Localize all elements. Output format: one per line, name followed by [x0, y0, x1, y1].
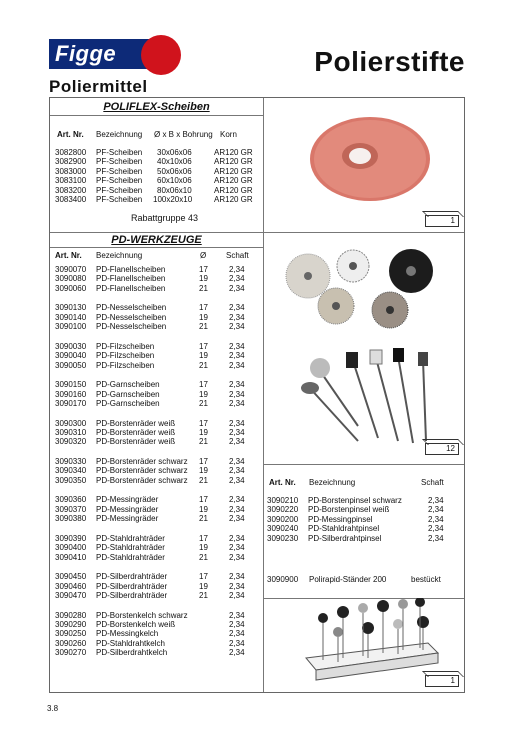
werkzeuge-cell-schaft: 2,34 — [229, 504, 245, 514]
werkzeuge-cell-artnr: 3090170 — [55, 399, 87, 408]
werkzeuge-cell-bez: PD-Silberdrahtkelch — [96, 648, 168, 658]
werkzeuge-cell-schaft: 2,34 — [229, 495, 245, 505]
werkzeuge-cell-schaft: 2,34 — [229, 457, 245, 466]
werkzeuge-cell-dia: 19 — [199, 389, 208, 399]
werkzeuge-cell-schaft: 2,34 — [229, 418, 245, 428]
werkzeuge-cell-artnr: 3090140 — [55, 312, 87, 322]
werkzeuge-cell-schaft: 2,34 — [229, 351, 245, 361]
werkzeuge-cell-bez: PD-Stahldrahträder — [96, 533, 165, 543]
werkzeuge-cell-artnr: 3090330 — [55, 457, 87, 466]
page-number: 3.8 — [47, 704, 59, 713]
werkzeuge-cell-bez: PD-Messingkelch — [96, 629, 159, 639]
werkzeuge-cell-dia: 17 — [199, 303, 208, 313]
pack-box-stand: 1 — [425, 675, 459, 687]
werkzeuge-cell-schaft: 2,34 — [229, 360, 245, 370]
werkzeuge-cell-bez: PD-Flanellscheiben — [96, 274, 166, 284]
werkzeuge-cell-dia: 21 — [199, 399, 208, 408]
pack-box-werkzeuge: 12 — [425, 443, 459, 455]
divider — [50, 232, 464, 233]
werkzeuge-cell-dia: 17 — [199, 572, 208, 582]
werkzeuge-cell-artnr: 3090100 — [55, 322, 87, 332]
werkzeuge-cell-schaft: 2,34 — [229, 552, 245, 562]
pinsel-header-schaft: Schaft — [421, 478, 444, 487]
poliflex-korn-col: AR120 GR AR120 GR AR120 GR AR120 GR AR120 GR AR120 GR — [214, 148, 253, 204]
stand-name: Polirapid-Ständer 200 — [309, 575, 387, 584]
werkzeuge-cell-schaft: 2,34 — [229, 629, 245, 639]
werkzeuge-cell-bez: PD-Borstenräder schwarz — [96, 466, 188, 476]
werkzeuge-cell-artnr: 3090050 — [55, 360, 87, 370]
wheels-image — [278, 246, 448, 356]
werkzeuge-cell-dia: 17 — [199, 265, 208, 274]
werkzeuge-cell-schaft: 2,34 — [229, 610, 245, 620]
werkzeuge-cell-bez: PD-Filzscheiben — [96, 360, 155, 370]
werkzeuge-cell-artnr: 3090260 — [55, 638, 87, 648]
werkzeuge-cell-artnr: 3090350 — [55, 475, 87, 485]
werkzeuge-cell-schaft: 2,34 — [229, 514, 245, 524]
brand-subtitle: Poliermittel — [49, 77, 148, 96]
werkzeuge-cell-bez: PD-Borstenkelch schwarz — [96, 610, 188, 620]
werkzeuge-cell-artnr: 3090030 — [55, 341, 87, 351]
poliflex-bez-col: PF-Scheiben PF-Scheiben PF-Scheiben PF-Scheiben PF-Scheiben PF-Scheiben — [96, 148, 143, 204]
werkzeuge-cell-artnr: 3090070 — [55, 265, 87, 274]
werkzeuge-cell-bez: PD-Garnscheiben — [96, 389, 160, 399]
werkzeuge-cell-bez: PD-Nesselscheiben — [96, 322, 167, 332]
page-title: Polierstifte — [314, 46, 465, 77]
werkzeuge-cell-artnr: 3090470 — [55, 591, 87, 600]
werkzeuge-cell-artnr: 3090410 — [55, 552, 87, 562]
werkzeuge-cell-bez: PD-Stahldrahtkelch — [96, 638, 165, 648]
werkzeuge-cell-dia: 21 — [199, 283, 208, 293]
werkzeuge-cell-bez: PD-Stahldrahträder — [96, 543, 165, 553]
figge-logo — [49, 33, 169, 77]
werkzeuge-cell-bez: PD-Filzscheiben — [96, 351, 155, 361]
werkzeuge-cell-schaft: 2,34 — [229, 283, 245, 293]
werkzeuge-cell-artnr: 3090280 — [55, 610, 87, 620]
werkzeuge-cell-artnr: 3090060 — [55, 283, 87, 293]
werkzeuge-cell-schaft: 2,34 — [229, 466, 245, 476]
werkzeuge-cell-schaft: 2,34 — [229, 620, 245, 629]
werkzeuge-cell-artnr: 3090390 — [55, 533, 87, 543]
werkzeuge-cell-dia: 21 — [199, 475, 208, 485]
werkzeuge-cell-bez: PD-Messingräder — [96, 504, 159, 514]
werkzeuge-cell-bez: PD-Silberdrahträder — [96, 572, 168, 582]
werkzeuge-title: PD-WERKZEUGE — [111, 234, 202, 246]
werkzeuge-cell-artnr: 3090300 — [55, 418, 87, 428]
werkzeuge-cell-schaft: 2,34 — [229, 533, 245, 543]
werkzeuge-cell-dia: 19 — [199, 466, 208, 476]
divider — [50, 115, 263, 116]
werkzeuge-cell-schaft: 2,34 — [229, 380, 245, 390]
werkzeuge-cell-artnr: 3090380 — [55, 514, 87, 524]
werkzeuge-cell-dia: 19 — [199, 428, 208, 437]
werkzeuge-cell-schaft: 2,34 — [229, 428, 245, 437]
werkzeuge-cell-schaft: 2,34 — [229, 274, 245, 284]
werkzeuge-cell-bez: PD-Flanellscheiben — [96, 265, 166, 274]
poliflex-header-artnr: Art. Nr. — [57, 130, 84, 139]
werkzeuge-cell-bez: PD-Silberdrahträder — [96, 591, 168, 600]
werkzeuge-cell-schaft: 2,34 — [229, 543, 245, 553]
werkzeuge-cell-schaft: 2,34 — [229, 265, 245, 274]
werkzeuge-cell-dia: 21 — [199, 591, 208, 600]
pinsel-artnr-col: 3090210 3090220 3090200 3090240 3090230 — [267, 496, 299, 543]
werkzeuge-cell-artnr: 3090270 — [55, 648, 87, 658]
werkzeuge-cell-artnr: 3090460 — [55, 581, 87, 591]
werkzeuge-cell-dia: 21 — [199, 514, 208, 524]
werkzeuge-cell-bez: PD-Borstenräder schwarz — [96, 475, 188, 485]
werkzeuge-cell-schaft: 2,34 — [229, 648, 245, 658]
stand-status: bestückt — [411, 575, 441, 584]
poliflex-dim-col: 30x06x06 40x10x06 50x06x06 60x10x06 80x06x10 100x20x10 — [153, 148, 193, 204]
werkzeuge-cell-bez: PD-Nesselscheiben — [96, 312, 167, 322]
poliflex-header-bez: Bezeichnung — [96, 130, 143, 139]
werkzeuge-cell-dia: 19 — [199, 504, 208, 514]
werkzeuge-header-artnr: Art. Nr. — [55, 251, 82, 260]
werkzeuge-cell-schaft: 2,34 — [229, 638, 245, 648]
werkzeuge-cell-bez: PD-Silberdrahträder — [96, 581, 168, 591]
divider — [50, 247, 263, 248]
werkzeuge-cell-dia: 17 — [199, 341, 208, 351]
werkzeuge-cell-artnr: 3090250 — [55, 629, 87, 639]
werkzeuge-cell-bez: PD-Nesselscheiben — [96, 303, 167, 313]
werkzeuge-cell-dia: 21 — [199, 437, 208, 447]
pinsel-header-bez: Bezeichnung — [309, 478, 356, 487]
werkzeuge-cell-artnr: 3090340 — [55, 466, 87, 476]
werkzeuge-cell-dia: 19 — [199, 351, 208, 361]
rabattgruppe: Rabattgruppe 43 — [131, 213, 199, 223]
werkzeuge-cell-bez: PD-Filzscheiben — [96, 341, 155, 351]
werkzeuge-cell-artnr: 3090370 — [55, 504, 87, 514]
werkzeuge-cell-schaft: 2,34 — [229, 581, 245, 591]
catalog-frame — [49, 97, 465, 693]
werkzeuge-cell-artnr: 3090130 — [55, 303, 87, 313]
werkzeuge-cell-artnr: 3090360 — [55, 495, 87, 505]
werkzeuge-cell-dia: 17 — [199, 418, 208, 428]
werkzeuge-cell-bez: PD-Borstenkelch weiß — [96, 620, 176, 629]
werkzeuge-cell-dia: 21 — [199, 552, 208, 562]
werkzeuge-cell-artnr: 3090290 — [55, 620, 87, 629]
logo-text: Figge — [55, 41, 117, 66]
stand-artnr: 3090900 — [267, 575, 299, 584]
werkzeuge-cell-bez: PD-Messingräder — [96, 495, 159, 505]
werkzeuge-cell-artnr: 3090160 — [55, 389, 87, 399]
werkzeuge-cell-dia: 19 — [199, 543, 208, 553]
werkzeuge-cell-bez: PD-Borstenräder weiß — [96, 437, 176, 447]
werkzeuge-cell-schaft: 2,34 — [229, 303, 245, 313]
werkzeuge-cell-bez: PD-Garnscheiben — [96, 380, 160, 390]
pinsel-bez-col: PD-Borstenpinsel schwarz PD-Borstenpinsel weiß PD-Messingpinsel PD-Stahldrahtpinsel PD-Silberdrahtpinsel — [308, 496, 402, 543]
werkzeuge-cell-bez: PD-Garnscheiben — [96, 399, 160, 408]
logo-circle — [141, 35, 181, 75]
werkzeuge-cell-artnr: 3090150 — [55, 380, 87, 390]
werkzeuge-cell-dia: 19 — [199, 274, 208, 284]
werkzeuge-cell-dia: 17 — [199, 457, 208, 466]
divider — [263, 464, 464, 465]
poliflex-title: POLIFLEX-Scheiben — [103, 101, 210, 113]
werkzeuge-cell-bez: PD-Borstenräder weiß — [96, 418, 176, 428]
poliflex-header-dim: Ø x B x Bohrung — [154, 130, 213, 139]
pinsel-schaft-col: 2,34 2,34 2,34 2,34 2,34 — [428, 496, 444, 543]
werkzeuge-cell-dia: 17 — [199, 495, 208, 505]
poliflex-header-korn: Korn — [220, 130, 237, 139]
werkzeuge-cell-schaft: 2,34 — [229, 399, 245, 408]
poliflex-artnr-col: 3082800 3082900 3083000 3083100 3083200 3083400 — [55, 148, 87, 204]
werkzeuge-cell-dia: 21 — [199, 360, 208, 370]
werkzeuge-cell-dia: 21 — [199, 322, 208, 332]
werkzeuge-cell-schaft: 2,34 — [229, 389, 245, 399]
werkzeuge-cell-artnr: 3090080 — [55, 274, 87, 284]
werkzeuge-cell-schaft: 2,34 — [229, 572, 245, 582]
werkzeuge-cell-schaft: 2,34 — [229, 475, 245, 485]
werkzeuge-cell-bez: PD-Borstenräder schwarz — [96, 457, 188, 466]
werkzeuge-header-bez: Bezeichnung — [96, 251, 143, 260]
werkzeuge-cell-bez: PD-Flanellscheiben — [96, 283, 166, 293]
werkzeuge-cell-dia: 19 — [199, 581, 208, 591]
column-divider — [263, 98, 264, 692]
pack-box-poliflex: 1 — [425, 215, 459, 227]
werkzeuge-cell-artnr: 3090320 — [55, 437, 87, 447]
werkzeuge-cell-artnr: 3090310 — [55, 428, 87, 437]
werkzeuge-cell-schaft: 2,34 — [229, 322, 245, 332]
werkzeuge-cell-dia: 17 — [199, 533, 208, 543]
werkzeuge-cell-schaft: 2,34 — [229, 312, 245, 322]
werkzeuge-cell-artnr: 3090400 — [55, 543, 87, 553]
werkzeuge-cell-artnr: 3090040 — [55, 351, 87, 361]
werkzeuge-cell-dia: 17 — [199, 380, 208, 390]
werkzeuge-cell-schaft: 2,34 — [229, 591, 245, 600]
werkzeuge-cell-bez: PD-Messingräder — [96, 514, 159, 524]
werkzeuge-cell-bez: PD-Borstenräder weiß — [96, 428, 176, 437]
werkzeuge-cell-schaft: 2,34 — [229, 341, 245, 351]
werkzeuge-cell-schaft: 2,34 — [229, 437, 245, 447]
werkzeuge-header-schaft: Schaft — [226, 251, 249, 260]
werkzeuge-header-dia: Ø — [200, 251, 207, 260]
poliflex-disc-image — [298, 112, 443, 207]
werkzeuge-cell-bez: PD-Stahldrahträder — [96, 552, 165, 562]
pinsel-header-artnr: Art. Nr. — [269, 478, 296, 487]
werkzeuge-cell-artnr: 3090450 — [55, 572, 87, 582]
werkzeuge-cell-dia: 19 — [199, 312, 208, 322]
